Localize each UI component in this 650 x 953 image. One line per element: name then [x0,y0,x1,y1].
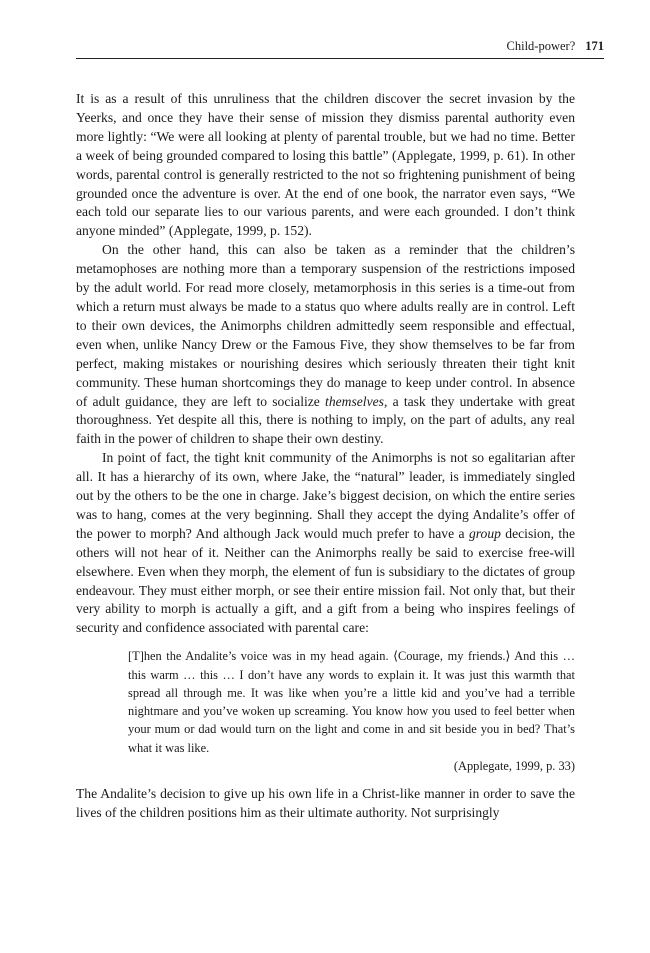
paragraph-3-part-b: decision, the others will not hear of it. Neither can the Animorphs really be said to exercise free-will elsewhere. Even when they morph, the element of fun is subsidiary to the dictates of group endeavour. They must either morph, or see their entire mission fail. Not only that, but their very ability to morph is actually a gift, and a gift from a being who inspires feelings of security and confidence associated with parental care: [76,525,575,636]
paragraph-2 [76,241,575,449]
paragraph-1: It is as a result of this unruliness that the children discover the secret invasion by the Yeerks, and once they have their sense of mission they dismiss parental authority even more lightly: “We were all looking at plenty of parental trouble, but we had no time. Better a week of being grounded compared to losing this battle” (Applegate, 1999, p. 61). In other words, parental control is generally restricted to the not so frightening punishment of being grounded once the adventure is over. At the end of one book, the narrator even says, “We each told our separate lies to our various parents, and were each grounded. I don’t think anyone minded” (Applegate, 1999, p. 152). [76,91,575,239]
paragraph-2-part-a: On the other hand, this can also be taken as a reminder that the children’s metamophoses are nothing more than a temporary suspension of the restrictions imposed by the adult world. For read more closely, metamorphosis in this series is a time-out from which a return must always be made to a status quo where adults really are in control. Left to their own devices, the Animorphs children admittedly seem responsible and effectual, even when, unlike Nancy Drew or the Famous Five, they show themselves to be far from perfect, making mistakes or nourishing desires which seriously threaten their tight knit community. These human shortcomings they do manage to keep under control. In absence of adult guidance, they are left to socialize [76,242,575,409]
running-title: Child-power? [506,39,576,53]
closing-paragraph: The Andalite’s decision to give up his own life in a Christ-like manner in order to save the lives of the children positions him as their ultimate authority. Not surprisingly [76,786,575,821]
paragraph-2-part-b: , a task they undertake with great thoroughness. Yet despite all this, there is nothing to imply, on the part of adults, any real faith in the power of children to shape their own destiny. [76,393,575,447]
block-quote [128,647,575,775]
page-number: 171 [585,39,604,53]
running-header [76,37,604,59]
block-quote-citation: (Applegate, 1999, p. 33) [453,759,575,774]
paragraph-3 [76,449,575,638]
emphasis-themselves: themselves [325,393,384,409]
paragraph-3-part-a: In point of fact, the tight knit community of the Animorphs is not so egalitarian after all. It has a hierarchy of its own, where Jake, the “natural” leader, is immediately singled out by the others to be the one in charge. Jake’s biggest decision, on which the entire series was to hang, comes at the very beginning. Shall they accept the dying Andalite’s offer of the power to morph? And although Jack would much prefer to have a [76,450,575,541]
emphasis-group: group [468,525,501,541]
block-quote-text: [T]hen the Andalite’s voice was in my head again. ⟨Courage, my friends.⟩ And this … this warm … this … I don’t have any words to explain it. It was just this warmth that spread all through me. It was like when you’re a little kid and you’ve had a terrible nightmare and you’ve woken up screaming. You know how you used to feel better when your mum or dad would turn on the light and come in and sit beside you in bed? That’s what it was like. [128,649,575,755]
body-text [76,90,575,823]
